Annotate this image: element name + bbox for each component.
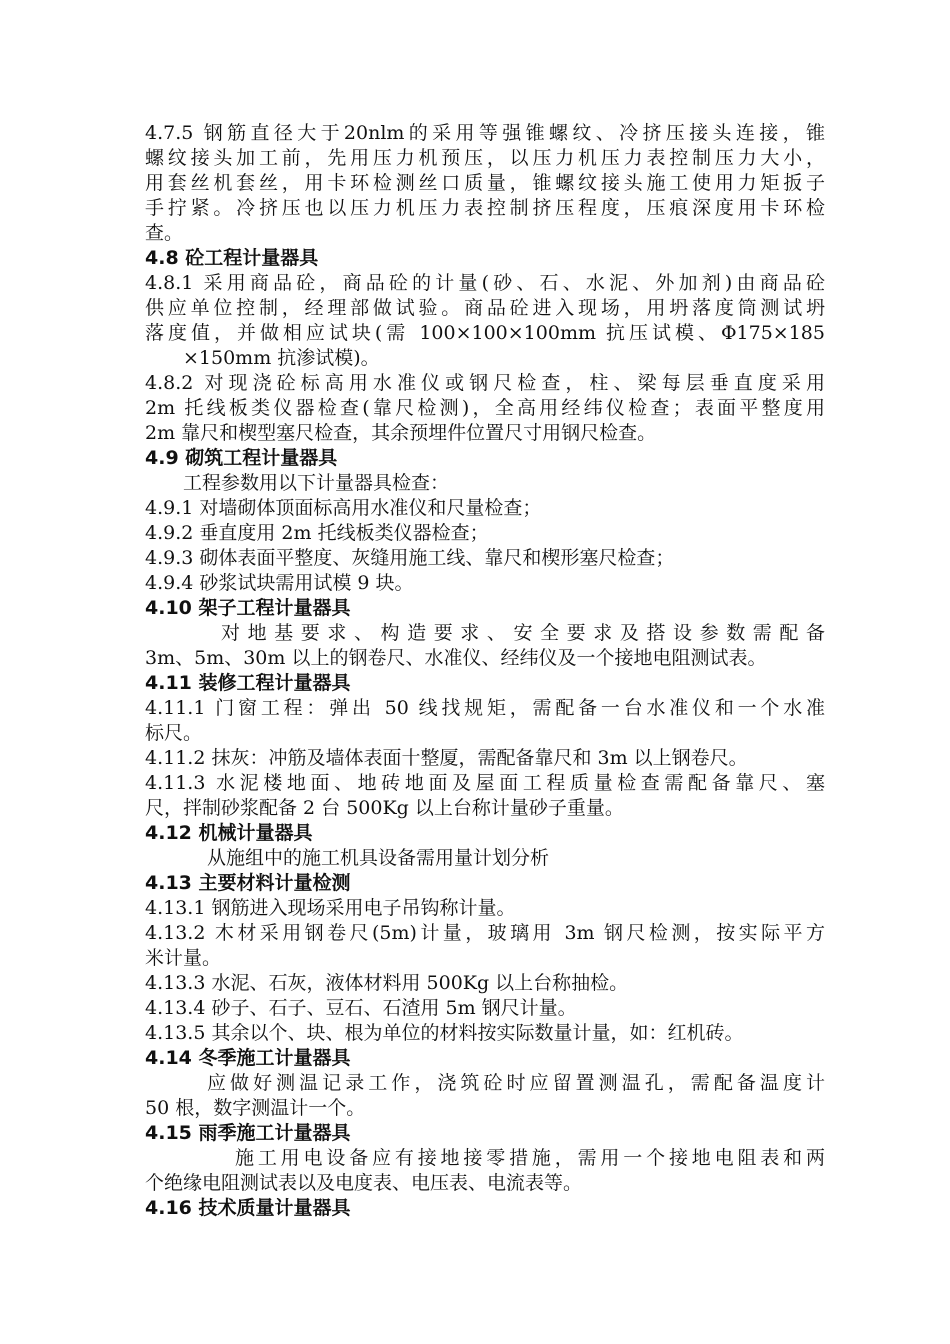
text-line: 标尺。 (145, 722, 203, 744)
text-line: 3m、5m、30m 以上的钢卷尺、水准仪、经纬仪及一个接地电阻测试表。 (145, 647, 767, 669)
text-line: 4.9.4 砂浆试块需用试模 9 块。 (145, 572, 414, 594)
text-line: 4.7.5 钢筋直径大于20nlm的采用等强锥螺纹、冷挤压接头连接，锥 (145, 122, 825, 144)
text-line: 2m 托线板类仪器检查(靠尺检测)，全高用经纬仪检查；表面平整度用 (145, 397, 825, 419)
text-line: 4.8.1 采用商品砼，商品砼的计量(砂、石、水泥、外加剂)由商品砼 (145, 272, 825, 294)
section-heading: 4.11 装修工程计量器具 (145, 672, 351, 694)
section-heading: 4.8 砼工程计量器具 (145, 247, 319, 269)
text-line: 4.11.1 门窗工程：弹出 50 线找规矩，需配备一台水准仪和一个水准 (145, 697, 825, 719)
text-line: 50 根，数字测温计一个。 (145, 1097, 366, 1119)
text-line: 4.13.2 木材采用钢卷尺(5m)计量，玻璃用 3m 钢尺检测，按实际平方 (145, 922, 825, 944)
text-line: 4.13.4 砂子、石子、豆石、石渣用 5m 钢尺计量。 (145, 997, 577, 1019)
section-heading: 4.14 冬季施工计量器具 (145, 1047, 351, 1069)
text-line: 供应单位控制，经理部做试验。商品砼进入现场，用坍落度筒测试坍 (145, 297, 825, 319)
text-line: 用套丝机套丝，用卡环检测丝口质量，锥螺纹接头施工使用力矩扳子 (145, 172, 825, 194)
section-heading: 4.10 架子工程计量器具 (145, 597, 351, 619)
text-line: 4.13.5 其余以个、块、根为单位的材料按实际数量计量，如：红机砖。 (145, 1022, 744, 1044)
text-line: 米计量。 (145, 947, 222, 969)
section-heading: 4.9 砌筑工程计量器具 (145, 447, 338, 469)
text-line: 应做好测温记录工作，浇筑砼时应留置测温孔，需配备温度计 (207, 1072, 825, 1094)
text-line: 螺纹接头加工前，先用压力机预压，以压力机压力表控制压力大小， (145, 147, 825, 169)
text-line: 落度值，并做相应试块(需 100×100×100mm 抗压试模、Φ175×185 (145, 322, 825, 344)
text-line: 尺，拌制砂浆配备 2 台 500Kg 以上台称计量砂子重量。 (145, 797, 624, 819)
text-line: 查。 (145, 222, 184, 244)
section-heading: 4.13 主要材料计量检测 (145, 872, 351, 894)
text-line: 2m 靠尺和楔型塞尺检查，其余预埋件位置尺寸用钢尺检查。 (145, 422, 657, 444)
text-line: 4.13.1 钢筋进入现场采用电子吊钩称计量。 (145, 897, 516, 919)
text-line: 4.11.2 抹灰：冲筋及墙体表面十整厦，需配备靠尺和 3m 以上钢卷尺。 (145, 747, 748, 769)
text-line: 4.11.3 水泥楼地面、地砖地面及屋面工程质量检查需配备靠尺、塞 (145, 772, 825, 794)
document-body (145, 121, 825, 1221)
section-heading: 4.16 技术质量计量器具 (145, 1197, 351, 1219)
text-line: 4.9.2 垂直度用 2m 托线板类仪器检查； (145, 522, 489, 544)
text-line: 对地基要求、构造要求、安全要求及搭设参数需配备 (221, 622, 825, 644)
text-line: 手拧紧。冷挤压也以压力机压力表控制挤压程度，压痕深度用卡环检 (145, 197, 825, 219)
text-line: 4.9.3 砌体表面平整度、灰缝用施工线、靠尺和楔形塞尺检查； (145, 547, 675, 569)
text-line: 施工用电设备应有接地接零措施，需用一个接地电阻表和两 (235, 1147, 825, 1169)
text-line: 从施组中的施工机具设备需用量计划分析 (207, 847, 550, 869)
text-line: 工程参数用以下计量器具检查： (183, 472, 450, 494)
section-heading: 4.15 雨季施工计量器具 (145, 1122, 351, 1144)
text-line: 4.9.1 对墙砌体顶面标高用水准仪和尺量检查； (145, 497, 542, 519)
text-line: 个绝缘电阻测试表以及电度表、电压表、电流表等。 (145, 1172, 583, 1194)
text-line: 4.13.3 水泥、石灰，液体材料用 500Kg 以上台称抽检。 (145, 972, 629, 994)
text-line: ×150mm 抗渗试模)。 (183, 347, 380, 369)
section-heading: 4.12 机械计量器具 (145, 822, 313, 844)
text-line: 4.8.2 对现浇砼标高用水准仪或钢尺检查，柱、梁每层垂直度采用 (145, 372, 825, 394)
